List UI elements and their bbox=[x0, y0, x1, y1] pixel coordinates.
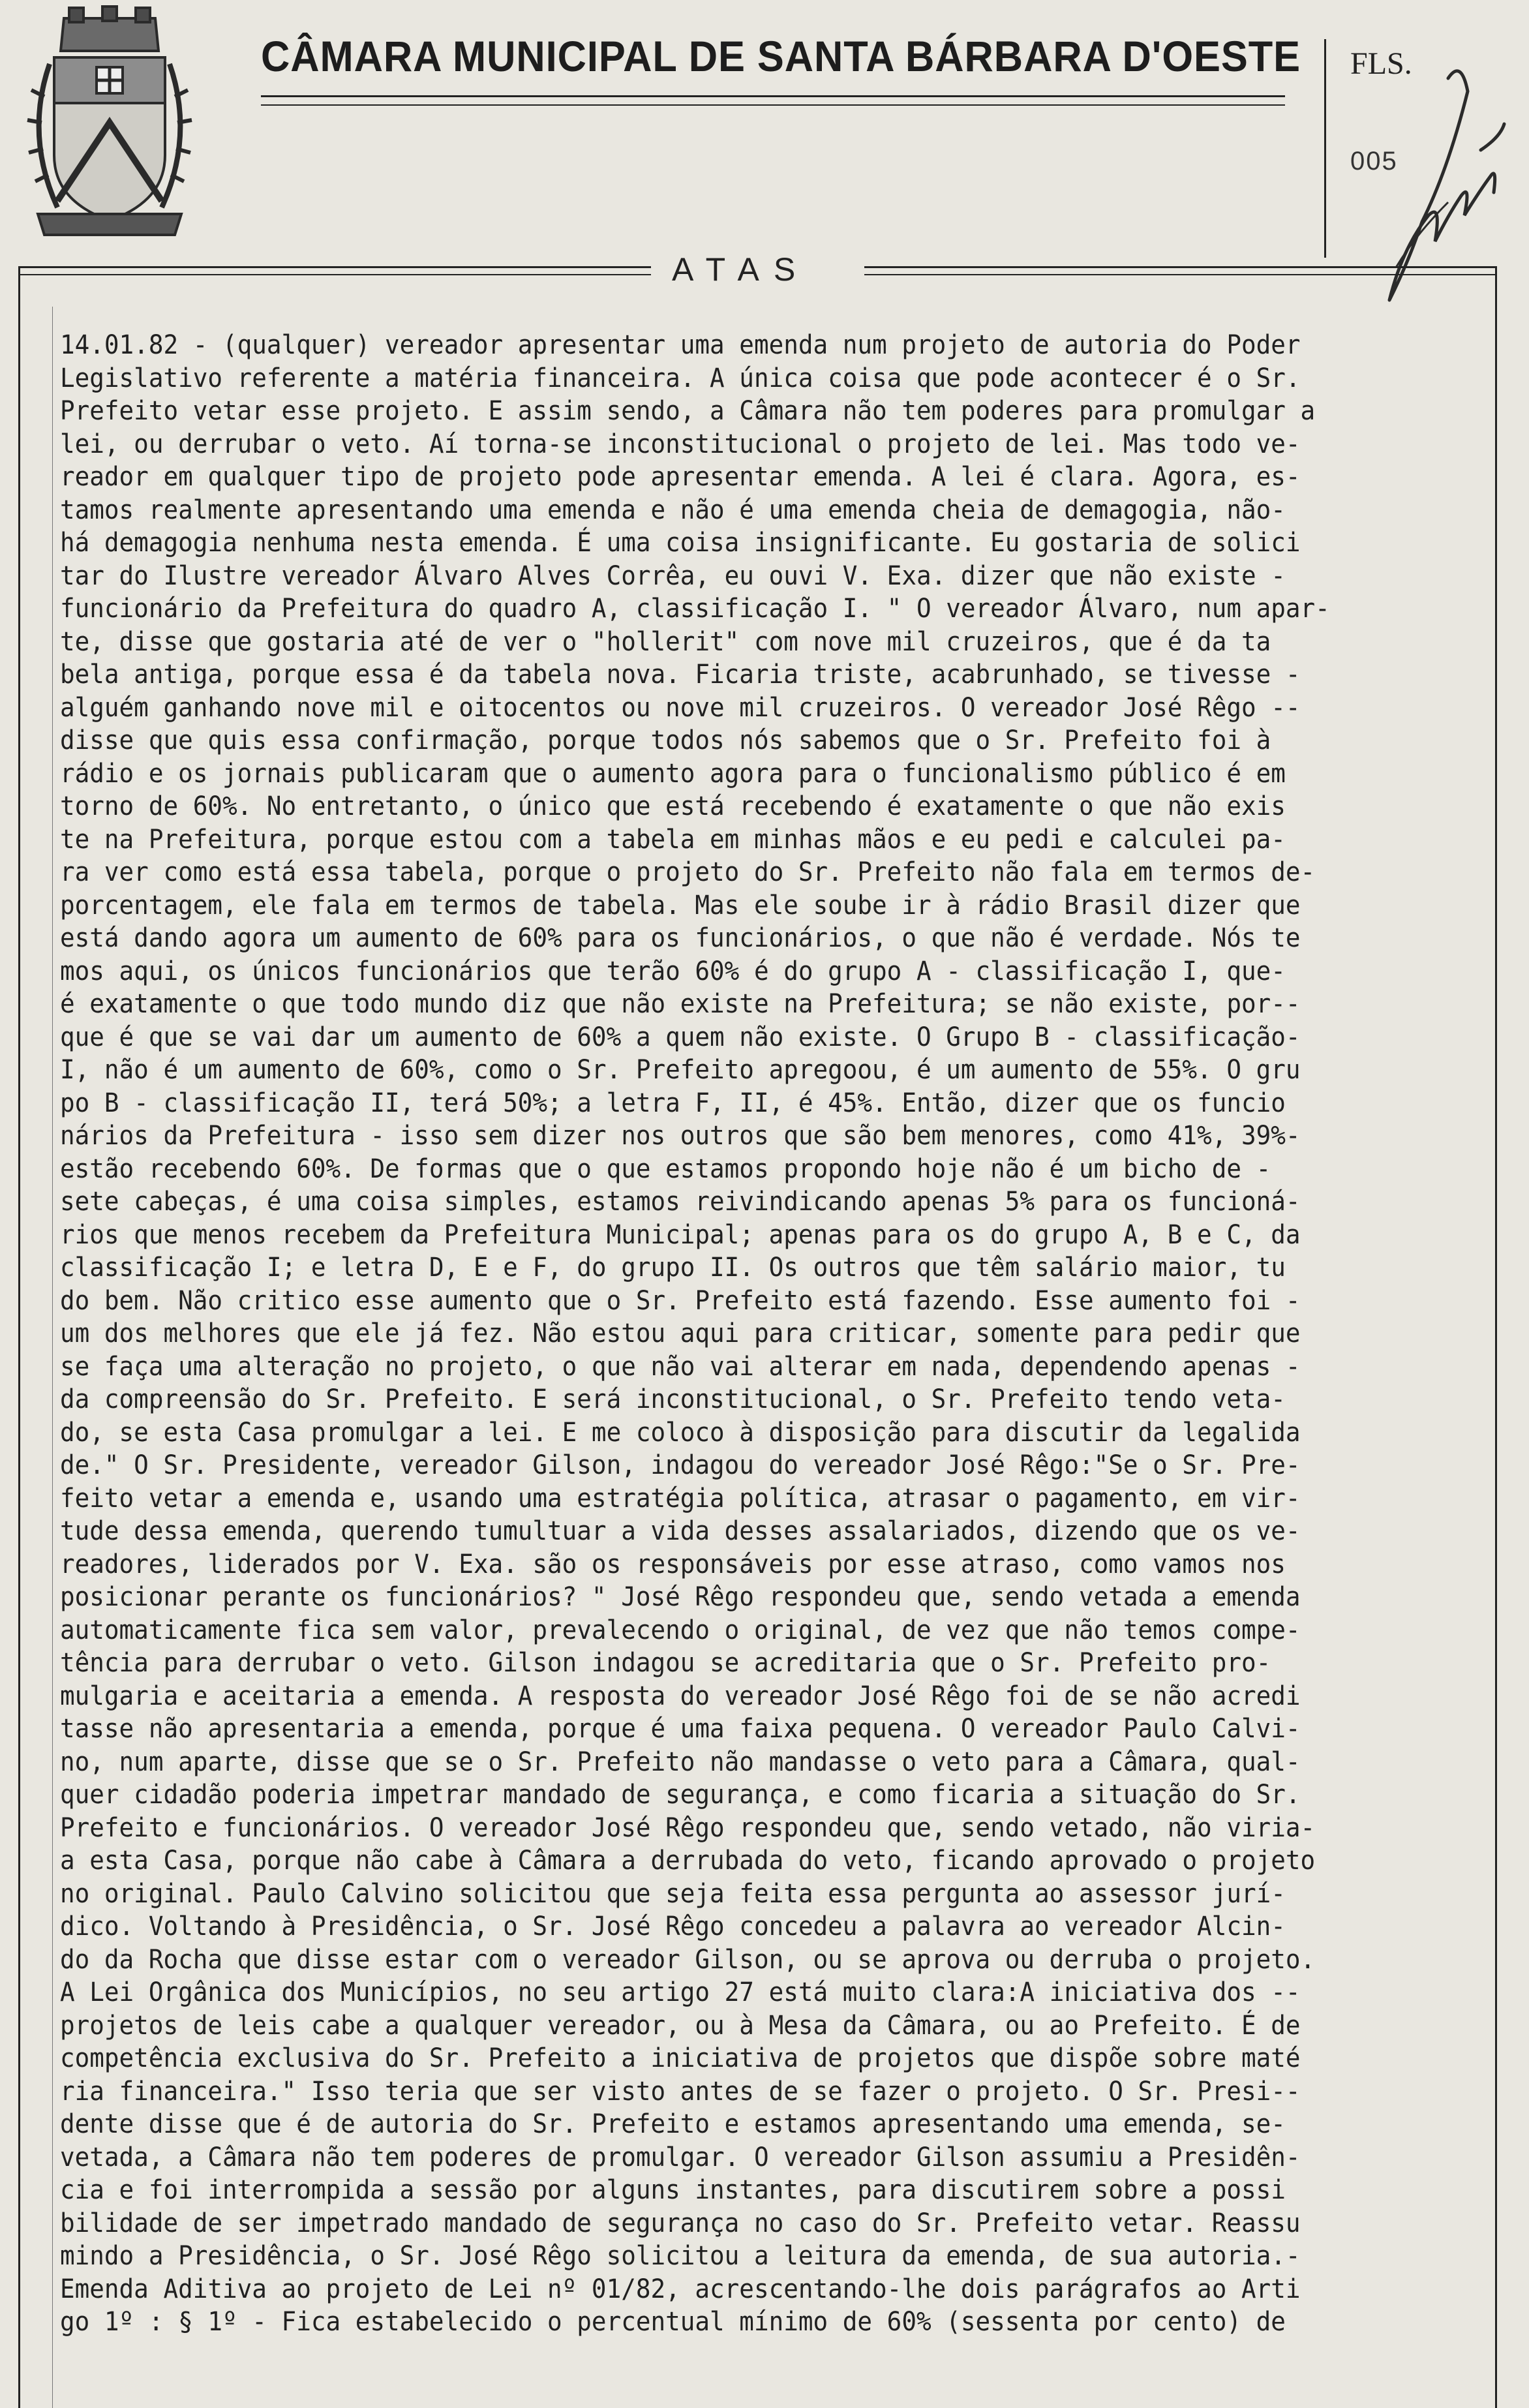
institution-title: CÂMARA MUNICIPAL DE SANTA BÁRBARA D'OESTE bbox=[261, 32, 1301, 80]
text-line bbox=[60, 1219, 1453, 1252]
text-line-content: disse que quis essa confirmação, porque todos nós sabemos que o Sr. Prefeito foi à bbox=[60, 725, 1271, 755]
text-line bbox=[60, 461, 1453, 494]
text-line-content: do da Rocha que disse estar com o vereador Gilson, ou se aprova ou derruba o projeto. bbox=[60, 1944, 1316, 1975]
title-underline bbox=[261, 95, 1285, 97]
text-line bbox=[60, 560, 1453, 593]
text-line-content: Emenda Aditiva ao projeto de Lei nº 01/82, acrescentando-lhe dois parágrafos ao Arti bbox=[60, 2274, 1301, 2304]
text-line-content: classificação I; e letra D, E e F, do grupo II. Os outros que têm salário maior, tu bbox=[60, 1253, 1286, 1283]
text-line-content: um dos melhores que ele já fez. Não estou aqui para criticar, somente para pedir que bbox=[60, 1318, 1301, 1349]
text-line-content: tude dessa emenda, querendo tumultuar a vida desses assalariados, dizendo que os ve- bbox=[60, 1516, 1301, 1546]
text-line-content: porcentagem, ele fala em termos de tabela. Mas ele soube ir à rádio Brasil dizer que bbox=[60, 890, 1301, 921]
text-line-content: funcionário da Prefeitura do quadro A, classificação I. " O vereador Álvaro, num apar- bbox=[60, 594, 1330, 624]
text-line-content: te, disse que gostaria até de ver o "hollerit" com nove mil cruzeiros, que é da ta bbox=[60, 626, 1271, 657]
text-line-content: do, se esta Casa promulgar a lei. E me coloco à disposição para discutir da legalida bbox=[60, 1417, 1301, 1448]
text-line-content: se faça uma alteração no projeto, o que não vai alterar em nada, dependendo apenas - bbox=[60, 1351, 1301, 1382]
page-number: 005 bbox=[1350, 147, 1398, 175]
text-line-content: reador em qualquer tipo de projeto pode apresentar emenda. A lei é clara. Agora, es- bbox=[60, 462, 1301, 492]
text-line bbox=[60, 1120, 1453, 1153]
text-line bbox=[60, 2174, 1453, 2207]
text-line bbox=[60, 362, 1453, 395]
text-line bbox=[60, 1251, 1453, 1285]
text-line-content: tência para derrubar o veto. Gilson indagou se acreditaria que o Sr. Prefeito pro- bbox=[60, 1648, 1271, 1678]
text-line bbox=[60, 1185, 1453, 1219]
fls-label: FLS. bbox=[1350, 46, 1412, 81]
text-line bbox=[60, 889, 1453, 922]
text-line bbox=[60, 955, 1453, 988]
text-line-content: Prefeito e funcionários. O vereador José Rêgo respondeu que, sendo vetado, não viria- bbox=[60, 1812, 1316, 1843]
text-line-content: quer cidadão poderia impetrar mandado de segurança, e como ficaria a situação do Sr. bbox=[60, 1780, 1301, 1810]
text-line-content: ra ver como está essa tabela, porque o projeto do Sr. Prefeito não fala em termos de- bbox=[60, 857, 1316, 887]
text-line-content: bilidade de ser impetrado mandado de segurança no caso do Sr. Prefeito vetar. Reassu bbox=[60, 2208, 1301, 2238]
text-line bbox=[60, 1778, 1453, 1812]
text-line bbox=[60, 1680, 1453, 1713]
text-line bbox=[60, 1087, 1453, 1120]
minutes-body-text bbox=[60, 329, 1453, 2339]
text-line-content: do bem. Não critico esse aumento que o Sr. Prefeito está fazendo. Esse aumento foi - bbox=[60, 1285, 1301, 1316]
text-line-content: estão recebendo 60%. De formas que o que estamos propondo hoje não é um bicho de - bbox=[60, 1153, 1271, 1184]
text-line bbox=[60, 1383, 1453, 1416]
text-line-content: é exatamente o que todo mundo diz que não existe na Prefeitura; se não existe, por-- bbox=[60, 989, 1301, 1019]
text-line bbox=[60, 1482, 1453, 1516]
atas-rule-right bbox=[864, 266, 1497, 268]
text-line-content: tasse não apresentaria a emenda, porque é uma faixa pequena. O vereador Paulo Calvi- bbox=[60, 1714, 1301, 1744]
text-line bbox=[60, 1153, 1453, 1186]
text-line-content: po B - classificação II, terá 50%; a letra F, II, é 45%. Então, dizer que os funcio bbox=[60, 1088, 1286, 1118]
text-line bbox=[60, 1910, 1453, 1943]
text-line-content: rádio e os jornais publicaram que o aumento agora para o funcionalismo público é em bbox=[60, 758, 1286, 789]
text-line-content: cia e foi interrompida a sessão por alguns instantes, para discutirem sobre a possi bbox=[60, 2175, 1286, 2205]
text-line-content: go 1º : § 1º - Fica estabelecido o percentual mínimo de 60% (sessenta por cento) de bbox=[60, 2307, 1286, 2337]
text-line-content: readores, liderados por V. Exa. são os responsáveis por esse atraso, como vamos nos bbox=[60, 1549, 1286, 1579]
text-line bbox=[60, 1515, 1453, 1548]
text-line bbox=[60, 692, 1453, 725]
text-line-content: Prefeito vetar esse projeto. E assim sendo, a Câmara não tem poderes para promulgar a bbox=[60, 396, 1316, 426]
text-line bbox=[60, 658, 1453, 692]
text-line bbox=[60, 1416, 1453, 1450]
text-line bbox=[60, 428, 1453, 461]
text-line bbox=[60, 2009, 1453, 2043]
text-line-content: torno de 60%. No entretanto, o único que está recebendo é exatamente o que não exis bbox=[60, 791, 1286, 821]
text-line-content: mos aqui, os únicos funcionários que terão 60% é do grupo A - classificação I, que- bbox=[60, 956, 1286, 986]
text-line bbox=[60, 395, 1453, 428]
title-underline-thin bbox=[261, 104, 1285, 106]
text-line bbox=[60, 1054, 1453, 1087]
text-line bbox=[60, 1812, 1453, 1845]
text-line bbox=[60, 626, 1453, 659]
text-line bbox=[60, 856, 1453, 889]
text-line bbox=[60, 724, 1453, 757]
text-line-content: nários da Prefeitura - isso sem dizer nos outros que são bem menores, como 41%, 39%- bbox=[60, 1121, 1301, 1151]
text-line bbox=[60, 1449, 1453, 1482]
text-line-content: lei, ou derrubar o veto. Aí torna-se inconstitucional o projeto de lei. Mas todo ve- bbox=[60, 429, 1301, 459]
text-line-content: mulgaria e aceitaria a emenda. A resposta do vereador José Rêgo foi de se não acredi bbox=[60, 1681, 1301, 1711]
text-line-content: de." O Sr. Presidente, vereador Gilson, indagou do vereador José Rêgo:"Se o Sr. Pre- bbox=[60, 1450, 1301, 1480]
text-line-content: dico. Voltando à Presidência, o Sr. José Rêgo concedeu a palavra ao vereador Alcin- bbox=[60, 1912, 1286, 1942]
municipal-coat-of-arms-icon bbox=[18, 5, 201, 247]
text-line bbox=[60, 2075, 1453, 2109]
atas-rule-right-thin bbox=[864, 274, 1497, 275]
text-line-content: no, num aparte, disse que se o Sr. Prefeito não mandasse o veto para a Câmara, qual- bbox=[60, 1746, 1301, 1777]
text-line-content: alguém ganhando nove mil e oitocentos ou nove mil cruzeiros. O vereador José Rêgo -- bbox=[60, 692, 1301, 723]
text-line-content: há demagogia nenhuma nesta emenda. É uma coisa insignificante. Eu gostaria de solici bbox=[60, 528, 1301, 558]
text-line bbox=[60, 1317, 1453, 1350]
text-line-content: feito vetar a emenda e, usando uma estratégia política, atrasar o pagamento, em vir- bbox=[60, 1483, 1301, 1514]
text-line-content: da compreensão do Sr. Prefeito. E será inconstitucional, o Sr. Prefeito tendo veta- bbox=[60, 1384, 1286, 1414]
text-line-content: no original. Paulo Calvino solicitou que seja feita essa pergunta ao assessor jurí- bbox=[60, 1878, 1286, 1909]
frame-right bbox=[1495, 266, 1497, 2408]
text-line bbox=[60, 1713, 1453, 1746]
section-title-atas: ATAS bbox=[672, 251, 810, 288]
text-line bbox=[60, 2207, 1453, 2240]
text-line bbox=[60, 988, 1453, 1021]
text-line bbox=[60, 592, 1453, 626]
text-line bbox=[60, 1878, 1453, 1911]
text-line-content: competência exclusiva do Sr. Prefeito a iniciativa de projetos que dispõe sobre maté bbox=[60, 2043, 1301, 2073]
text-line bbox=[60, 1976, 1453, 2009]
fls-divider bbox=[1324, 39, 1326, 258]
text-line-content: sete cabeças, é uma coisa simples, estamos reivindicando apenas 5% para os funcioná- bbox=[60, 1187, 1301, 1217]
text-line bbox=[60, 329, 1453, 362]
text-line-content: I, não é um aumento de 60%, como o Sr. Prefeito apregoou, é um aumento de 55%. O gru bbox=[60, 1055, 1301, 1085]
text-line-content: está dando agora um aumento de 60% para os funcionários, o que não é verdade. Nós te bbox=[60, 923, 1301, 953]
text-line bbox=[60, 2042, 1453, 2075]
text-line bbox=[60, 1548, 1453, 1581]
text-line-content: projetos de leis cabe a qualquer vereador, ou à Mesa da Câmara, ou ao Prefeito. É de bbox=[60, 2010, 1301, 2041]
text-line bbox=[60, 1647, 1453, 1680]
text-line-content: bela antiga, porque essa é da tabela nova. Ficaria triste, acabrunhado, se tivesse - bbox=[60, 660, 1301, 690]
text-line-content: tamos realmente apresentando uma emenda e não é uma emenda cheia de demagogia, não- bbox=[60, 495, 1286, 525]
margin-line bbox=[52, 307, 53, 2408]
text-line bbox=[60, 922, 1453, 955]
text-line bbox=[60, 494, 1453, 527]
text-line bbox=[60, 790, 1453, 823]
text-line bbox=[60, 2273, 1453, 2306]
text-line-content: 14.01.82 - (qualquer) vereador apresentar uma emenda num projeto de autoria do Poder bbox=[60, 330, 1301, 360]
text-line bbox=[60, 1021, 1453, 1054]
atas-rule-left-thin bbox=[18, 274, 651, 275]
text-line bbox=[60, 1350, 1453, 1384]
text-line-content: automaticamente fica sem valor, prevalecendo o original, de vez que não temos compe- bbox=[60, 1615, 1301, 1645]
text-line bbox=[60, 1285, 1453, 1318]
text-line-content: tar do Ilustre vereador Álvaro Alves Corrêa, eu ouvi V. Exa. dizer que não existe - bbox=[60, 560, 1286, 591]
text-line bbox=[60, 526, 1453, 560]
text-line bbox=[60, 1746, 1453, 1779]
text-line-content: posicionar perante os funcionários? " José Rêgo respondeu que, sendo vetada a emenda bbox=[60, 1582, 1301, 1612]
text-line-content: ria financeira." Isso teria que ser visto antes de se fazer o projeto. O Sr. Presi-- bbox=[60, 2076, 1301, 2107]
text-line-content: a esta Casa, porque não cabe à Câmara a derrubada do veto, ficando aprovado o projeto bbox=[60, 1846, 1316, 1876]
text-line bbox=[60, 823, 1453, 857]
text-line bbox=[60, 1581, 1453, 1614]
frame-left bbox=[18, 266, 20, 2408]
atas-rule-left bbox=[18, 266, 651, 268]
text-line-content: te na Prefeitura, porque estou com a tabela em minhas mãos e eu pedi e calculei pa- bbox=[60, 824, 1286, 855]
text-line bbox=[60, 2141, 1453, 2174]
text-line-content: A Lei Orgânica dos Municípios, no seu artigo 27 está muito clara:A iniciativa dos -- bbox=[60, 1977, 1301, 2007]
text-line bbox=[60, 1943, 1453, 1977]
text-line-content: rios que menos recebem da Prefeitura Municipal; apenas para os do grupo A, B e C, da bbox=[60, 1219, 1301, 1250]
text-line-content: dente disse que é de autoria do Sr. Prefeito e estamos apresentando uma emenda, se- bbox=[60, 2109, 1286, 2139]
text-line bbox=[60, 2240, 1453, 2273]
text-line-content: mindo a Presidência, o Sr. José Rêgo solicitou a leitura da emenda, de sua autoria.- bbox=[60, 2241, 1301, 2271]
text-line bbox=[60, 2108, 1453, 2141]
text-line bbox=[60, 1844, 1453, 1878]
text-line-content: Legislativo referente a matéria financeira. A única coisa que pode acontecer é o Sr. bbox=[60, 363, 1301, 393]
text-line bbox=[60, 2306, 1453, 2339]
text-line-content: que é que se vai dar um aumento de 60% a quem não existe. O Grupo B - classificação- bbox=[60, 1022, 1301, 1052]
text-line bbox=[60, 757, 1453, 791]
text-line-content: vetada, a Câmara não tem poderes de promulgar. O vereador Gilson assumiu a Presidên- bbox=[60, 2142, 1301, 2172]
text-line bbox=[60, 1614, 1453, 1647]
